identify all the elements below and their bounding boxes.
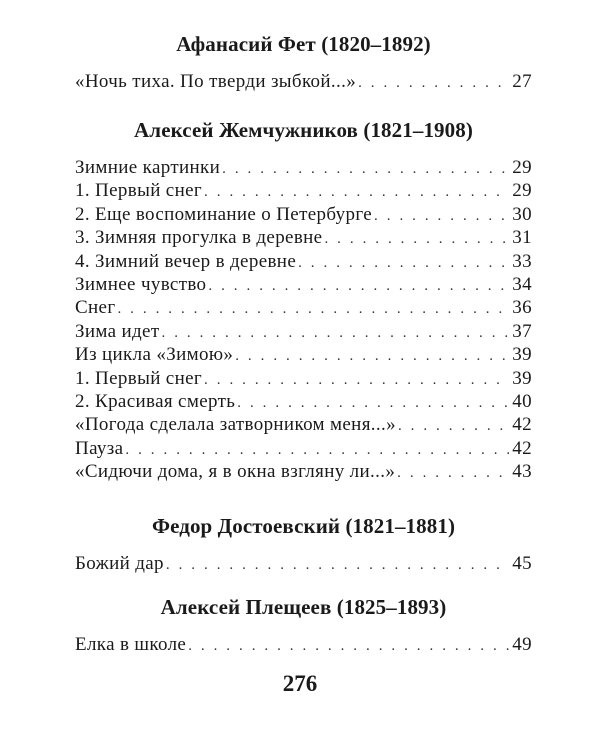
toc-entry	[75, 156, 532, 179]
toc-section-pleshcheev	[75, 595, 532, 656]
dot-leader	[204, 369, 509, 392]
toc-entry-page: 45	[512, 553, 532, 574]
toc-entry	[75, 273, 532, 296]
author-heading: Афанасий Фет (1820–1892)	[176, 32, 431, 56]
dot-leader	[204, 181, 509, 204]
toc-entry	[75, 250, 532, 273]
toc-entry-title: Снег	[75, 297, 116, 319]
toc-entry-page: 29	[512, 157, 532, 178]
toc-entry	[75, 296, 532, 319]
dot-leader	[117, 298, 509, 321]
toc-entry-title: 3. Зимняя прогулка в деревне	[75, 227, 323, 249]
toc-entry-page: 49	[512, 634, 532, 655]
dot-leader	[235, 345, 509, 368]
toc-entry	[75, 390, 532, 413]
dot-leader	[398, 415, 509, 438]
toc-entry-title: Зимние картинки	[75, 157, 221, 178]
dot-leader	[324, 228, 509, 251]
toc-entry-page: 34	[512, 273, 532, 295]
toc-entries	[75, 70, 532, 93]
toc-entry-page: 37	[512, 320, 532, 342]
toc-entry-title: 1. Первый снег	[75, 180, 203, 202]
dot-leader	[188, 635, 509, 658]
toc-entry-page: 27	[512, 71, 532, 92]
toc-section-zhemchuzhnikov	[75, 118, 532, 483]
toc-entry-page: 30	[512, 203, 532, 225]
dot-leader	[298, 252, 509, 275]
toc-entry-page: 39	[512, 344, 532, 366]
dot-leader	[166, 554, 509, 577]
toc-entry	[75, 320, 532, 343]
toc-entry-title: Из цикла «Зимою»	[75, 344, 234, 366]
toc-entries	[75, 633, 532, 656]
toc-entry-title: «Сидючи дома, я в окна взгляну ли...»	[75, 461, 396, 483]
toc-entry	[75, 460, 532, 483]
toc-section-fet	[75, 32, 532, 93]
toc-entry-page: 29	[512, 180, 532, 202]
toc-entry-title: «Погода сделала затворником меня...»	[75, 414, 396, 436]
toc-entry-title: 2. Еще воспоминание о Петербурге	[75, 203, 373, 225]
toc-entry-title: 4. Зимний вечер в деревне	[75, 250, 297, 272]
toc-entry-title: Зима идет	[75, 320, 160, 342]
dot-leader	[222, 158, 509, 181]
author-heading: Алексей Плещеев (1825–1893)	[160, 595, 447, 619]
author-heading: Федор Достоевский (1821–1881)	[151, 514, 456, 538]
toc-entry	[75, 203, 532, 226]
dot-leader	[358, 72, 509, 95]
toc-section-dostoevsky	[75, 514, 532, 575]
dot-leader	[162, 322, 510, 345]
toc-entry-page: 40	[512, 390, 532, 412]
toc-entry	[75, 226, 532, 249]
toc-entry	[75, 633, 532, 656]
toc-entries	[75, 156, 532, 483]
toc-entry-page: 43	[512, 461, 532, 483]
toc-entry-page: 39	[512, 367, 532, 389]
toc-entry-title: 1. Первый снег	[75, 367, 203, 389]
dot-leader	[125, 439, 509, 462]
toc-entry	[75, 70, 532, 93]
toc-entry-page: 42	[512, 437, 532, 459]
toc-entry-page: 31	[512, 227, 532, 249]
toc-entry-title: 2. Красивая смерть	[75, 390, 236, 412]
toc-entry-title: Божий дар	[75, 553, 164, 574]
toc-entry-page: 33	[512, 250, 532, 272]
toc-entry-page: 36	[512, 297, 532, 319]
toc-entry-title: Елка в школе	[75, 634, 187, 655]
dot-leader	[237, 392, 509, 415]
toc-entry	[75, 343, 532, 366]
dot-leader	[208, 275, 509, 298]
page-number: 276	[282, 671, 318, 696]
toc-entry	[75, 552, 532, 575]
toc-entry-title: Пауза	[75, 437, 124, 459]
toc-entry	[75, 367, 532, 390]
toc-entries	[75, 552, 532, 575]
toc-entry	[75, 413, 532, 436]
toc-entry-page: 42	[512, 414, 532, 436]
author-heading: Алексей Жемчужников (1821–1908)	[134, 118, 473, 142]
dot-leader	[397, 462, 509, 485]
toc-entry	[75, 179, 532, 202]
toc-entry	[75, 437, 532, 460]
dot-leader	[374, 205, 509, 228]
toc-entry-title: Зимнее чувство	[75, 273, 207, 295]
toc-entry-title: «Ночь тиха. По тверди зыбкой...»	[75, 71, 357, 92]
